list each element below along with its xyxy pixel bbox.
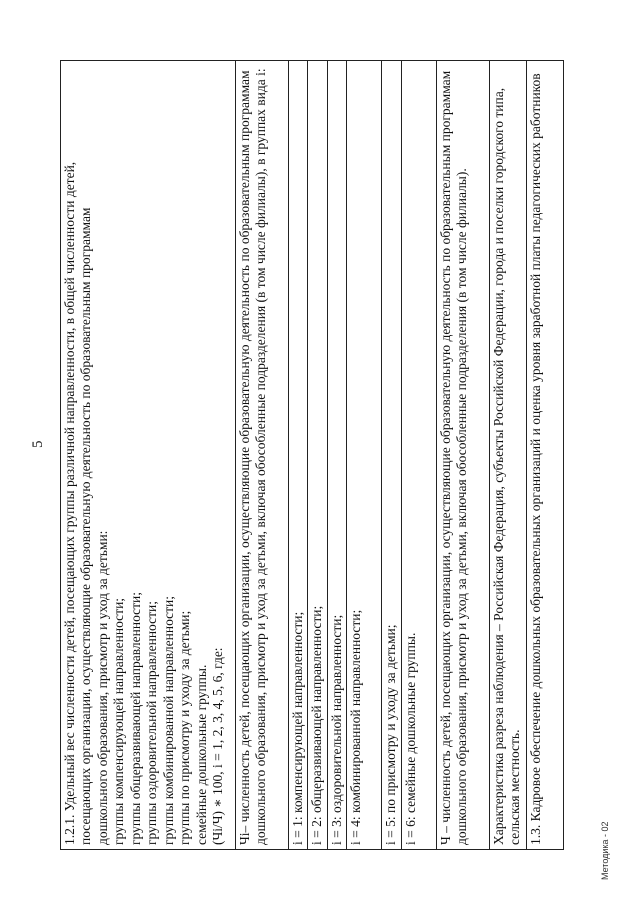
section-1-2-1-line: посещающих организации, осуществляющие образовательную деятельность по образовательным программам (78, 207, 94, 845)
formula: (Чi/Ч) ∗ 100, i = 1, 2, 3, 4, 5, 6, где: (210, 647, 226, 845)
table-row (382, 61, 401, 850)
table-row (236, 61, 289, 850)
table-row (489, 61, 526, 850)
chi-definition: Чi– численность детей, посещающих организации, осуществляющие образовательную деятельность по образовательным программам дошкольного образования, присмотр и уход за детьми, включая обособленные подразделения (в том числе филиалы), в группах вида i: (236, 61, 289, 850)
table-row (61, 61, 236, 850)
table-row (526, 61, 563, 850)
group-type-item: группы компенсирующей направленности; (111, 597, 127, 845)
section-1-2-1-title: 1.2.1. Удельный вес численности детей, посещающих группы различной направленности, в общей численности детей, (62, 161, 77, 845)
group-type-item: группы по присмотру и уходу за детьми; (177, 610, 193, 845)
section-1-2-1-cell (61, 61, 236, 850)
table-row (308, 61, 327, 850)
table-row (289, 61, 308, 850)
group-type-item: семейные дошкольные группы. (193, 664, 209, 845)
section-1-3-heading: 1.3. Кадровое обеспечение дошкольных образовательных организаций и оценка уровня заработной платы педагогических работников (526, 61, 563, 850)
group-row-1: i = 1: компенсирующей направленности; (289, 61, 308, 850)
section-1-2-1-line: дошкольного образования, присмотр и уход за детьми: (94, 530, 110, 845)
footer-label: Методика - 02 (600, 821, 610, 880)
group-type-item: группы общеразвивающей направленности; (127, 591, 143, 845)
cross-section-characteristic: Характеристика разреза наблюдения – Российская Федерация, субъекты Российской Федерации, города и поселки городского типа, сельская местность. (489, 61, 526, 850)
page-number: 5 (30, 440, 46, 448)
indicator-table (60, 60, 543, 850)
ch-definition: Ч – численность детей, посещающих организации, осуществляющие образовательную деятельность по образовательным программам дошкольного образования, присмотр и уход за детьми, включая обособленные подразделения (в том числе филиалы). (436, 61, 489, 850)
indicator-table-grid (60, 60, 564, 850)
group-row-5: i = 5: по присмотру и уходу за детьми; (382, 61, 401, 850)
group-type-item: группы комбинированной направленности; (160, 595, 176, 845)
group-row-2: i = 2: общеразвивающей направленности; (308, 61, 327, 850)
table-row (327, 61, 346, 850)
table-row (401, 61, 436, 850)
table-row (347, 61, 382, 850)
group-row-6: i = 6: семейные дошкольные группы. (401, 61, 436, 850)
group-type-item: группы оздоровительной направленности; (144, 600, 160, 845)
table-row (436, 61, 489, 850)
group-row-4: i = 4: комбинированной направленности; (347, 61, 382, 850)
group-row-3: i = 3: оздоровительной направленности; (327, 61, 346, 850)
